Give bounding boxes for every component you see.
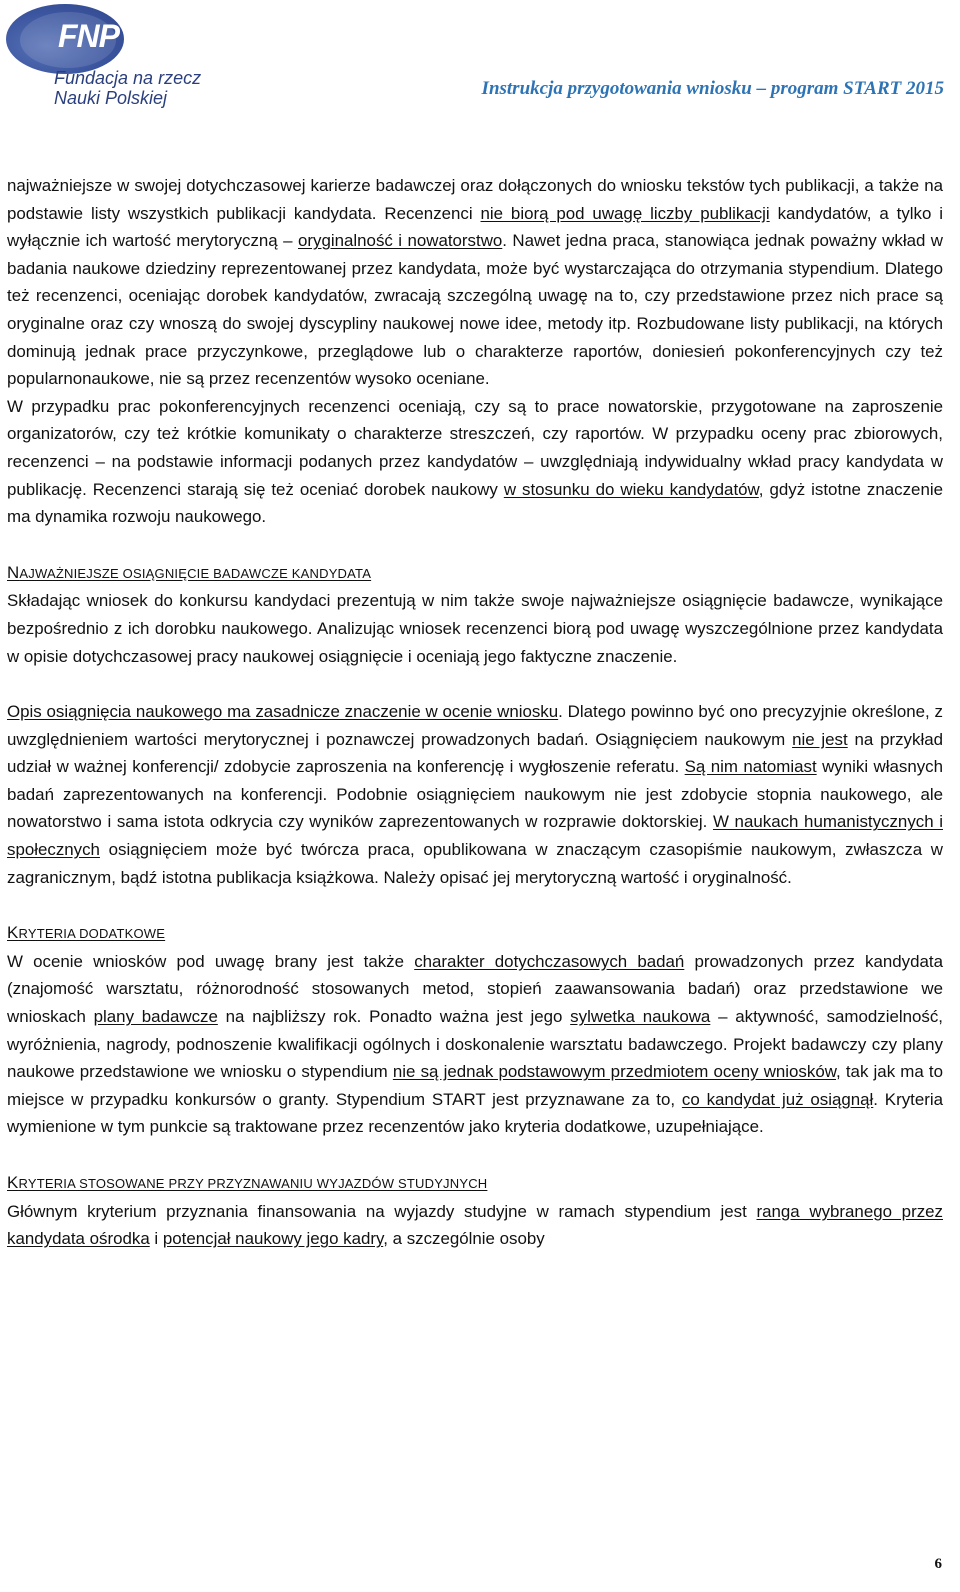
- logo-name-line-1: Fundacja na rzecz: [54, 68, 202, 88]
- underlined-phrase: Opis osiągnięcia naukowego ma zasadnicze znaczenie w ocenie wniosku: [7, 702, 559, 722]
- underlined-phrase: w stosunku do wieku kandydatów: [503, 479, 759, 499]
- underlined-phrase: ranga wybranego przez kandydata ośrodka: [7, 1201, 943, 1249]
- fnp-logo: [6, 4, 202, 112]
- underlined-phrase: potencjał naukowy jego kadry: [162, 1229, 384, 1249]
- underlined-phrase: sylwetka naukowa: [570, 1007, 711, 1027]
- paragraph-main-achievement: Składając wniosek do konkursu kandydaci prezentują w nim także swoje najważniejsze osiągnięcie badawcze, wynikające bezpośrednio z ich dorobku naukowego. Analizując wniosek recenzenci biorą pod uwagę wyszczególnione przez kandydata w opisie dotychczasowej pracy naukowej osiągnięcie i oceniają jego faktyczne znaczenie.: [7, 591, 943, 666]
- paragraph-achievement-description: Opis osiągnięcia naukowego ma zasadnicze znaczenie w ocenie wniosku. Dlatego powinno być ono precyzyjnie określone, z uwzględnieniem wartości merytorycznej i poznawczej prowadzonych badań. Osiągnięciem naukowym nie jest na przykład udział w ważnej konferencji/ zdobycie zaproszenia na konferencję i wygłoszenie referatu. Są nim natomiast wyniki własnych badań zaprezentowanych na konferencji. Podobnie osiągnięciem naukowym nie jest zdobycie stopnia naukowego, ale nowatorstwo i sama istota odkrycia czy wyników zaprezentowanych w rozprawie doktorskiej. W naukach humanistycznych i społecznych osiągnięciem może być twórcza praca, opublikowana w znaczącym czasopiśmie naukowym, zwłaszcza w zagranicznym, bądź istotna publikacja książkowa. Należy opisać jej merytoryczną wartość i oryginalność.: [7, 702, 943, 887]
- section-heading-additional-criteria: KRYTERIA DODATKOWE: [7, 923, 166, 943]
- document-body: [7, 172, 943, 1253]
- logo-name-line-2: Nauki Polskiej: [54, 88, 168, 108]
- paragraph-additional-criteria: W ocenie wniosków pod uwagę brany jest także charakter dotychczasowych badań prowadzonych przez kandydata (znajomość warsztatu, różnorodność stosowanych metod, stopień zaawansowania badań) oraz przedstawione we wnioskach plany badawcze na najbliższy rok. Ponadto ważna jest jego sylwetka naukowa – aktywność, samodzielność, wyróżnienia, nagrody, podnoszenie kwalifikacji ogólnych i doskonalenie warsztatu badawczego. Projekt badawczy czy plany naukowe przedstawione we wniosku o stypendium nie są jednak podstawowym przedmiotem oceny wniosków, tak jak ma to miejsce w przypadku konkursów o granty. Stypendium START jest przyznawane za to, co kandydat już osiągnął. Kryteria wymienione w tym punkcie są traktowane przez recenzentów jako kryteria dodatkowe, uzupełniające.: [7, 951, 944, 1137]
- underlined-phrase: Są nim natomiast: [684, 757, 817, 777]
- paragraph-study-trips: Głównym kryterium przyznania finansowania na wyjazdy studyjne w ramach stypendium jest ranga wybranego przez kandydata ośrodka i potencjał naukowy jego kadry, a szczególnie osoby: [7, 1201, 943, 1249]
- underlined-phrase: charakter dotychczasowych badań: [414, 951, 685, 971]
- paragraph-publications: najważniejsze w swojej dotychczasowej karierze badawczej oraz dołączonych do wniosku tekstów tych publikacji, a także na podstawie listy wszystkich publikacji kandydata. Recenzenci nie biorą pod uwagę liczby publikacji kandydatów, a tylko i wyłącznie ich wartość merytoryczną – oryginalność i nowatorstwo. Nawet jedna praca, stanowiąca jednak poważny wkład w badania naukowe dziedziny reprezentowanej przez kandydata, może być wystarczająca do otrzymania stypendium. Dlatego też recenzenci, oceniając dorobek kandydatów, zwracają szczególną uwagę na to, czy przedstawione przez nich prace są oryginalne oraz czy wnoszą do swojej dyscypliny naukowej nowe idee, metody itp. Rozbudowane listy publikacji, na których dominują jednak prace przyczynkowe, przeglądowe lub o charakterze raportów, doniesień pokonferencyjnych czy też popularnonaukowe, nie są przez recenzentów wysoko oceniane.: [7, 176, 944, 389]
- underlined-phrase: nie są jednak podstawowym przedmiotem oceny wniosków: [392, 1062, 836, 1082]
- underlined-phrase: oryginalność i nowatorstwo: [298, 231, 503, 251]
- underlined-phrase: nie jest: [792, 729, 848, 749]
- document-title: Instrukcja przygotowania wniosku – program START 2015: [481, 78, 944, 99]
- page-header: [0, 0, 960, 120]
- logo-abbreviation: FNP: [58, 18, 119, 54]
- underlined-phrase: W naukach humanistycznych i społecznych: [7, 812, 943, 860]
- underlined-phrase: nie biorą pod uwagę liczby publikacji: [480, 203, 770, 223]
- page-number: 6: [934, 1556, 942, 1572]
- paragraph-conference-papers: W przypadku prac pokonferencyjnych recenzenci oceniają, czy są to prace nowatorskie, przygotowane na zaproszenie organizatorów, czy też krótkie komunikaty o charakterze streszczeń, czy raportów. W przypadku oceny prac zbiorowych, recenzenci – na podstawie informacji podanych przez kandydatów – uwzględniają indywidualny wkład pracy kandydata w publikację. Recenzenci starają się też oceniać dorobek naukowy w stosunku do wieku kandydatów, gdyż istotne znaczenie ma dynamika rozwoju naukowego.: [7, 396, 943, 527]
- underlined-phrase: co kandydat już osiągnął: [681, 1089, 874, 1109]
- section-heading-main-achievement: NAJWAŻNIEJSZE OSIĄGNIĘCIE BADAWCZE KANDYDATA: [7, 562, 372, 582]
- underlined-phrase: plany badawcze: [93, 1007, 218, 1027]
- section-heading-study-trips: KRYTERIA STOSOWANE PRZY PRZYZNAWANIU WYJAZDÓW STUDYJNYCH: [7, 1173, 488, 1192]
